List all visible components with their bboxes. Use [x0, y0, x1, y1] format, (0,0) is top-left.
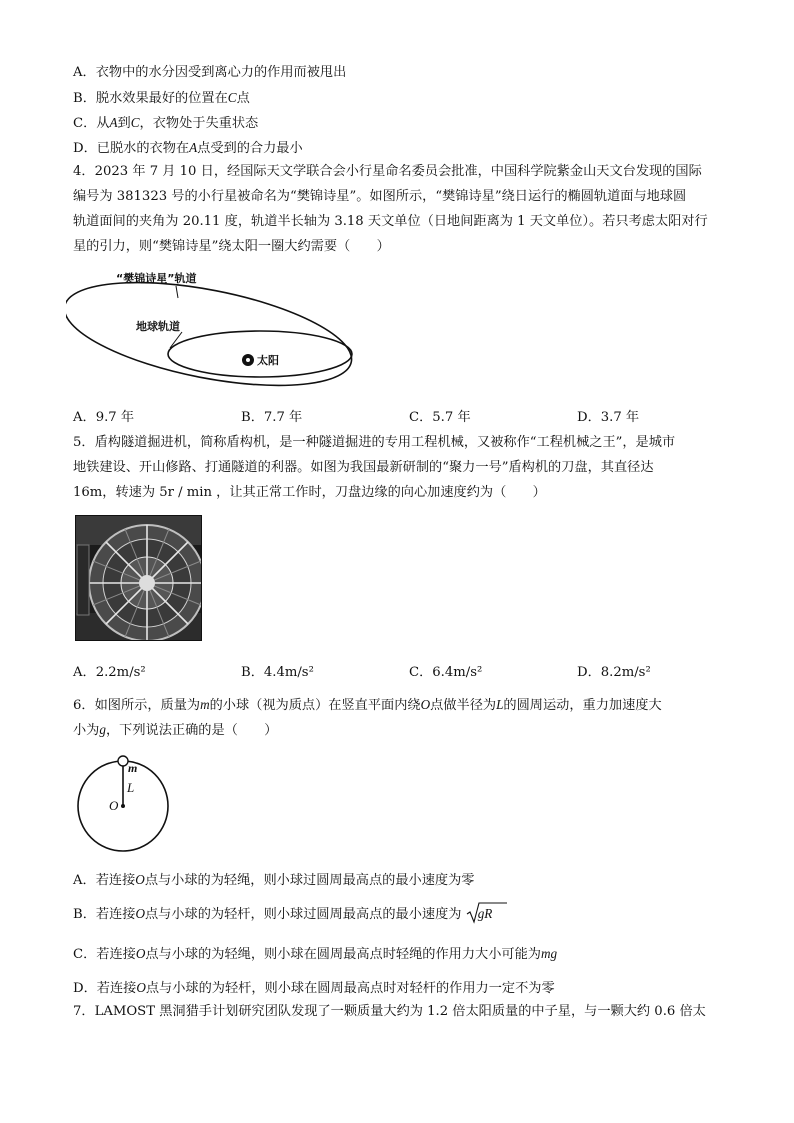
q6-option-c	[73, 945, 557, 964]
q5-text-line-2: 地铁建设、开山修路、打通隧道的利器。如图为我国最新研制的“聚力一号”盾构机的刀盘，其直径达	[73, 460, 654, 475]
text: 到	[117, 116, 131, 131]
label-m: m	[128, 761, 138, 775]
text: 点受到的合力最小	[197, 141, 303, 156]
var: O	[135, 872, 145, 887]
sqrt-expression	[466, 905, 493, 924]
q5-option-d: D．8.2m/s²	[577, 665, 651, 680]
q6-option-b	[73, 905, 492, 924]
q6-text-line-1	[73, 696, 662, 715]
earth-leader	[170, 332, 182, 348]
q4-text-line-1: 4．2023 年 7 月 10 日，经国际天文学联合会小行星命名委员会批准，中国科学院紫金山天文台发现的国际	[73, 164, 702, 179]
q5-option-c: C．6.4m/s²	[409, 665, 483, 680]
var: L	[496, 697, 504, 712]
q4-option-d: D．3.7 年	[577, 410, 640, 425]
sun-label: 太阳	[257, 354, 279, 367]
circular-motion-diagram	[72, 752, 176, 858]
var: A	[109, 115, 118, 130]
ball	[118, 756, 128, 766]
label-O: O	[109, 798, 119, 813]
q4-text-line-3: 轨道面间的夹角为 20.11 度，轨道半长轴为 3.18 天文单位（日地间距离为 1 天文单位）。若只考虑太阳对行	[73, 214, 708, 229]
text: ，下列说法正确的是（ ）	[105, 723, 278, 738]
text: C．若连接	[73, 947, 136, 962]
var: O	[136, 980, 146, 995]
var: mg	[541, 946, 558, 961]
label-L: L	[127, 780, 135, 795]
text: B．脱水效果最好的位置在	[73, 91, 228, 106]
text: 点与小球的为轻杆，则小球在圆周最高点时对轻杆的作用力一定不为零	[145, 981, 555, 996]
sqrt-radicand: gR	[477, 906, 493, 921]
q3-option-a: A．衣物中的水分因受到离心力的作用而被甩出	[73, 65, 347, 80]
var: m	[200, 697, 210, 712]
q5-option-b: B．4.4m/s²	[241, 665, 314, 680]
q5-text-line-1: 5．盾构隧道掘进机，简称盾构机，是一种隧道掘进的专用工程机械，又被称作“工程机械之王”，是城市	[73, 435, 676, 450]
text: 小为	[73, 723, 100, 738]
text: A．若连接	[73, 873, 136, 888]
text: B．若连接	[73, 907, 136, 922]
q5-option-a: A．2.2m/s²	[73, 665, 146, 680]
var: C	[130, 115, 140, 130]
sun-core	[246, 358, 250, 362]
var: g	[99, 722, 106, 737]
q3-option-d	[73, 139, 303, 158]
text: 的圆周运动，重力加速度大	[503, 698, 662, 713]
var: O	[135, 946, 146, 961]
text: 点与小球的为轻杆，则小球过圆周最高点的最小速度为	[144, 907, 462, 922]
text: C．从	[73, 116, 110, 131]
var: O	[135, 906, 145, 921]
q3-option-b	[73, 89, 250, 108]
asteroid-leader	[176, 286, 178, 298]
var: A	[189, 140, 198, 155]
var: C	[227, 90, 237, 105]
q4-option-a: A．9.7 年	[73, 410, 135, 425]
text: ，衣物处于失重状态	[139, 116, 259, 131]
q3-option-c	[73, 114, 258, 133]
q6-option-a	[73, 871, 475, 890]
asteroid-orbit-label: “樊锦诗星”轨道	[116, 272, 197, 285]
q5-text-line-3: 16m，转速为 5r / min ，让其正常工作时，刀盘边缘的向心加速度约为（ ）	[73, 485, 546, 500]
text: D．若连接	[73, 981, 137, 996]
earth-orbit-label: 地球轨道	[136, 320, 180, 333]
text: 点	[236, 91, 250, 106]
text: 点做半径为	[430, 698, 497, 713]
center-point	[121, 804, 125, 808]
text: D．已脱水的衣物在	[73, 141, 190, 156]
q7-text-line-1: 7．LAMOST 黑洞猎手计划研究团队发现了一颗质量大约为 1.2 倍太阳质量的中子星，与一颗大约 0.6 倍太	[73, 1004, 706, 1019]
text: 点与小球的为轻绳，则小球过圆周最高点的最小速度为零	[144, 873, 475, 888]
q4-option-c: C．5.7 年	[409, 410, 471, 425]
text: 点与小球的为轻绳，则小球在圆周最高点时轻绳的作用力大小可能为	[145, 947, 541, 962]
q6-text-line-2	[73, 721, 277, 740]
q4-text-line-2: 编号为 381323 号的小行星被命名为“樊锦诗星”。如图所示，“樊锦诗星”绕日运行的椭圆轨道面与地球圆	[73, 189, 687, 204]
sqrt-sign	[466, 901, 508, 925]
q4-option-b: B．7.7 年	[241, 410, 303, 425]
text: 6．如图所示，质量为	[73, 698, 201, 713]
q4-text-line-4: 星的引力，则“樊锦诗星”绕太阳一圈大约需要（ ）	[73, 239, 390, 254]
orbit-diagram	[66, 268, 366, 400]
shield-machine-photo	[75, 515, 202, 641]
q6-option-d	[73, 979, 555, 998]
text: 的小球（视为质点）在竖直平面内绕	[209, 698, 421, 713]
var: O	[420, 697, 431, 712]
